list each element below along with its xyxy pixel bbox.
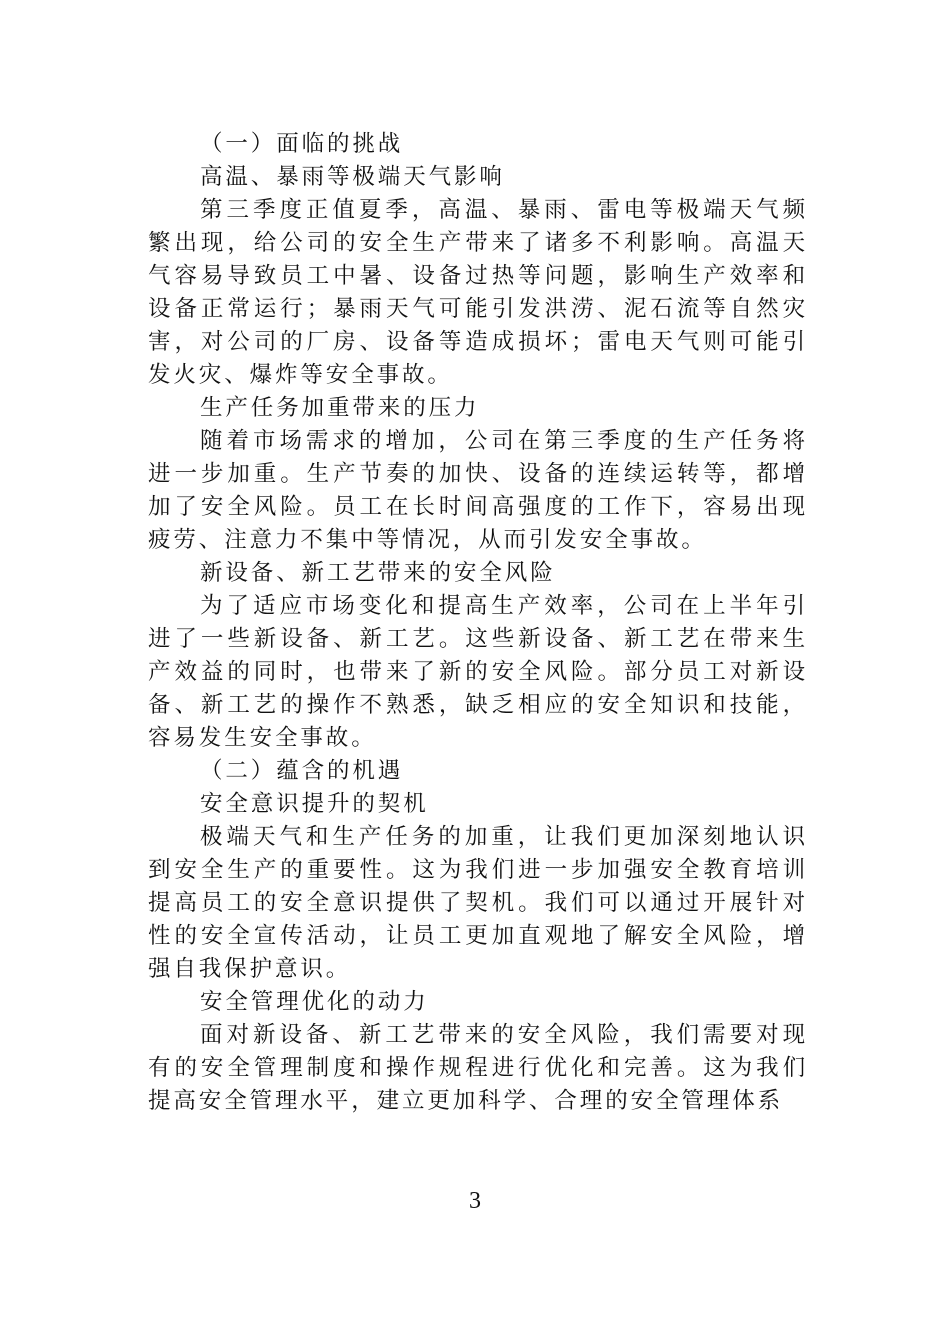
- subheading-production-pressure: 生产任务加重带来的压力: [200, 395, 480, 421]
- paragraph-production-pressure: 随着市场需求的增加，公司在第三季度的生产任务将进一步加重。生产节奏的加快、设备的连续运转等，都增加了安全风险。员工在长时间高强度的工作下，容易出现疲劳、注意力不集中等情况，从而引发安全事故。: [148, 428, 808, 553]
- section-heading-opportunities: （二）蕴含的机遇: [200, 758, 404, 784]
- subheading-extreme-weather: 高温、暴雨等极端天气影响: [200, 164, 505, 190]
- subheading-safety-awareness: 安全意识提升的契机: [200, 791, 429, 817]
- subheading-new-equipment-risk: 新设备、新工艺带来的安全风险: [200, 560, 556, 586]
- paragraph-extreme-weather: 第三季度正值夏季，高温、暴雨、雷电等极端天气频繁出现，给公司的安全生产带来了诸多不利影响。高温天气容易导致员工中暑、设备过热等问题，影响生产效率和设备正常运行；暴雨天气可能引发洪涝、泥石流等自然灾害，对公司的厂房、设备等造成损坏；雷电天气则可能引发火灾、爆炸等安全事故。: [148, 197, 808, 388]
- subheading-management-optimization: 安全管理优化的动力: [200, 989, 429, 1015]
- document-body: [148, 128, 808, 1118]
- page-number: 3: [469, 1188, 481, 1214]
- paragraph-management-optimization: 面对新设备、新工艺带来的安全风险，我们需要对现有的安全管理制度和操作规程进行优化和完善。这为我们提高安全管理水平，建立更加科学、合理的安全管理体系: [148, 1022, 808, 1114]
- section-heading-challenges: （一）面临的挑战: [200, 131, 404, 157]
- paragraph-new-equipment-risk: 为了适应市场变化和提高生产效率，公司在上半年引进了一些新设备、新工艺。这些新设备、新工艺在带来生产效益的同时，也带来了新的安全风险。部分员工对新设备、新工艺的操作不熟悉，缺乏相应的安全知识和技能，容易发生安全事故。: [148, 593, 808, 751]
- paragraph-safety-awareness: 极端天气和生产任务的加重，让我们更加深刻地认识到安全生产的重要性。这为我们进一步加强安全教育培训提高员工的安全意识提供了契机。我们可以通过开展针对性的安全宣传活动，让员工更加直观地了解安全风险，增强自我保护意识。: [148, 824, 808, 982]
